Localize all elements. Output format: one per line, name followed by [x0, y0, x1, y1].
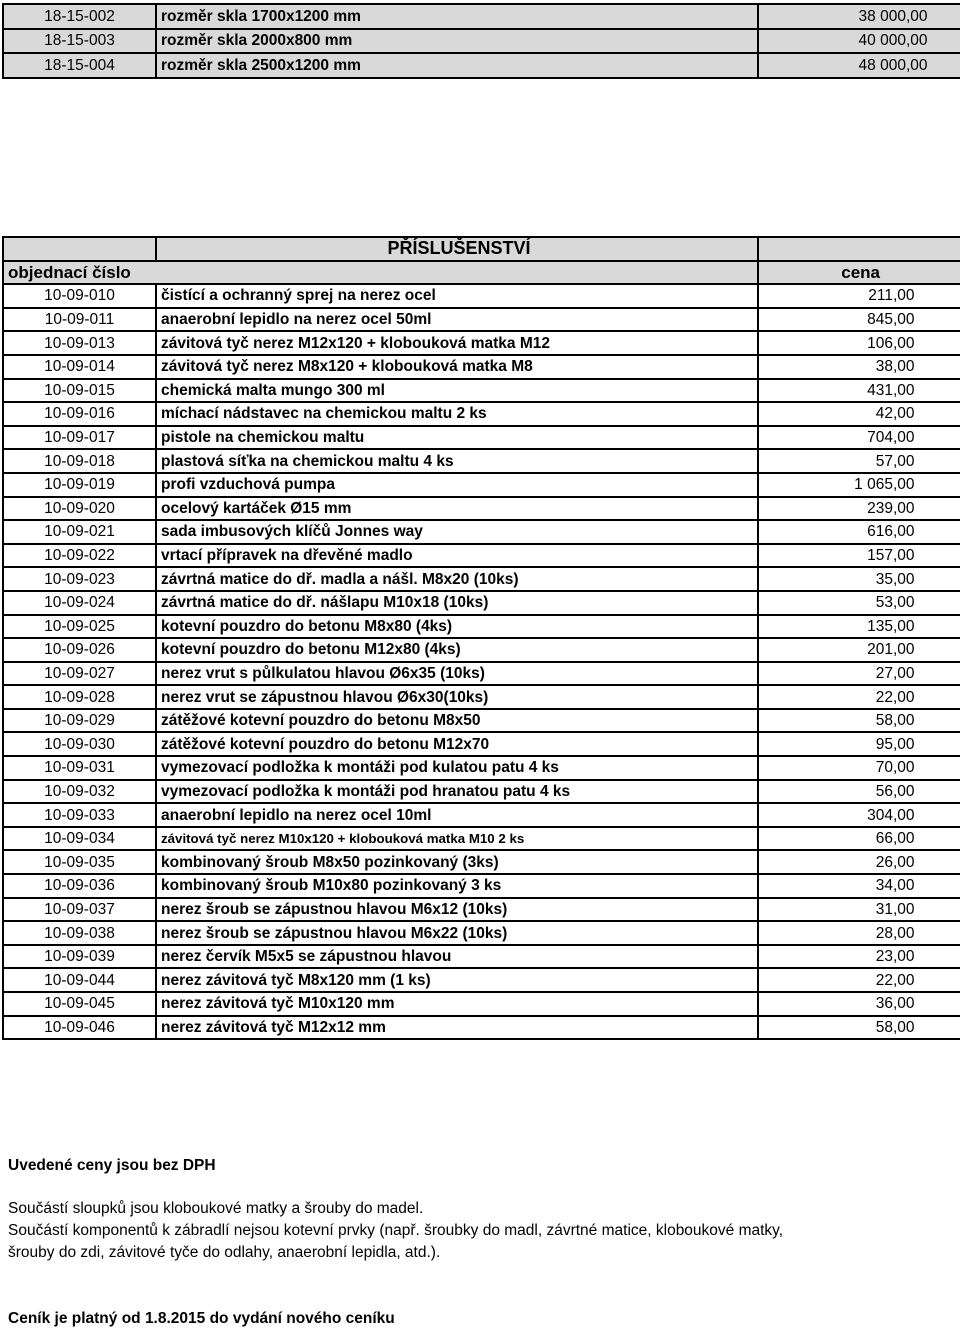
table-row — [3, 331, 960, 355]
price-cell: 23,00 — [875, 948, 915, 966]
price-cell-wrap — [758, 473, 960, 497]
price-cell-wrap — [758, 426, 960, 450]
item-name-cell: plastová síťka na chemickou maltu 4 ks — [156, 449, 758, 473]
item-name-cell: kotevní pouzdro do betonu M12x80 (4ks) — [156, 638, 758, 662]
order-code-cell: 10-09-026 — [3, 638, 156, 662]
price-cell-wrap — [758, 331, 960, 355]
item-name-cell: kombinovaný šroub M10x80 pozinkovaný 3 ks — [156, 874, 758, 898]
price-cell: 95,00 — [875, 735, 915, 753]
order-code-cell: 18-15-003 — [3, 29, 156, 54]
table-row — [3, 308, 960, 332]
price-cell-wrap — [758, 567, 960, 591]
item-name-cell: pistole na chemickou maltu — [156, 426, 758, 450]
price-cell-wrap — [758, 520, 960, 544]
item-name-cell: nerez červík M5x5 se zápustnou hlavou — [156, 945, 758, 969]
table-row — [3, 850, 960, 874]
price-cell: 56,00 — [875, 782, 915, 800]
order-code-cell: 10-09-010 — [3, 284, 156, 308]
item-name-cell: vymezovací podložka k montáži pod hranatou patu 4 ks — [156, 780, 758, 804]
price-cell: 304,00 — [867, 806, 915, 824]
price-cell-wrap — [758, 662, 960, 686]
order-code-cell: 10-09-037 — [3, 898, 156, 922]
price-cell: 211,00 — [868, 287, 915, 305]
price-cell: 58,00 — [875, 1018, 915, 1036]
table-row — [3, 520, 960, 544]
price-cell-wrap — [758, 850, 960, 874]
table-row — [3, 355, 960, 379]
table-row — [3, 638, 960, 662]
order-code-cell: 10-09-023 — [3, 567, 156, 591]
table-row — [3, 945, 960, 969]
order-code-cell: 18-15-004 — [3, 53, 156, 78]
order-code-cell: 10-09-046 — [3, 1016, 156, 1040]
price-cell-wrap — [758, 308, 960, 332]
price-cell: 157,00 — [867, 547, 915, 565]
note-line-1: Součástí sloupků jsou kloboukové matky a šrouby do madel. — [8, 1200, 424, 1217]
price-cell-wrap — [758, 4, 960, 29]
item-name-cell: nerez vrut se zápustnou hlavou Ø6x30(10ks) — [156, 685, 758, 709]
order-code-cell: 10-09-030 — [3, 732, 156, 756]
price-cell-wrap — [758, 921, 960, 945]
item-name-cell: zátěžové kotevní pouzdro do betonu M8x50 — [156, 709, 758, 733]
item-name-cell: závitová tyč nerez M10x120 + klobouková matka M10 2 ks — [156, 827, 758, 851]
price-cell: 36,00 — [875, 995, 915, 1013]
price-cell-wrap — [758, 827, 960, 851]
price-cell-wrap — [758, 780, 960, 804]
price-cell: 57,00 — [875, 452, 915, 470]
order-code-cell: 10-09-025 — [3, 615, 156, 639]
table-row — [3, 803, 960, 827]
table-row — [3, 473, 960, 497]
price-cell: 66,00 — [875, 830, 915, 848]
order-code-cell: 10-09-015 — [3, 379, 156, 403]
order-code-cell: 10-09-027 — [3, 662, 156, 686]
price-cell-wrap — [758, 968, 960, 992]
price-cell-wrap — [758, 402, 960, 426]
item-name-cell: anaerobní lepidlo na nerez ocel 50ml — [156, 308, 758, 332]
order-code-cell: 10-09-017 — [3, 426, 156, 450]
item-name-cell: rozměr skla 1700x1200 mm — [156, 4, 758, 29]
price-cell-wrap — [758, 756, 960, 780]
price-cell: 28,00 — [875, 924, 915, 942]
order-code-cell: 10-09-036 — [3, 874, 156, 898]
table-row — [3, 874, 960, 898]
note-line-3: šrouby do zdi, závitové tyče do odlahy, anaerobní lepidla, atd.). — [8, 1244, 441, 1261]
table-row — [3, 591, 960, 615]
order-code-cell: 10-09-013 — [3, 331, 156, 355]
table-row — [3, 379, 960, 403]
price-cell: 845,00 — [867, 311, 915, 329]
table-row — [3, 615, 960, 639]
order-code-cell: 10-09-038 — [3, 921, 156, 945]
table-row — [3, 4, 960, 29]
item-name-cell: nerez vrut s půlkulatou hlavou Ø6x35 (10ks) — [156, 662, 758, 686]
price-cell-wrap — [758, 992, 960, 1016]
price-cell-wrap — [758, 544, 960, 568]
table-row — [3, 898, 960, 922]
order-code-cell: 10-09-044 — [3, 968, 156, 992]
item-name-cell: anaerobní lepidlo na nerez ocel 10ml — [156, 803, 758, 827]
price-cell: 239,00 — [867, 499, 915, 517]
table-row — [3, 29, 960, 54]
table-row — [3, 992, 960, 1016]
price-cell: 34,00 — [875, 877, 915, 895]
price-cell-wrap — [758, 497, 960, 521]
price-cell: 26,00 — [875, 853, 915, 871]
order-code-cell: 10-09-014 — [3, 355, 156, 379]
price-cell-wrap — [758, 709, 960, 733]
item-name-cell: závitová tyč nerez M8x120 + klobouková matka M8 — [156, 355, 758, 379]
price-cell: 431,00 — [867, 381, 915, 399]
table-row — [3, 426, 960, 450]
table-row — [3, 732, 960, 756]
order-code-cell: 10-09-011 — [3, 308, 156, 332]
order-code-cell: 10-09-032 — [3, 780, 156, 804]
item-name-cell: rozměr skla 2000x800 mm — [156, 29, 758, 54]
table-row — [3, 402, 960, 426]
validity-note: Ceník je platný od 1.8.2015 do vydání nového ceníku — [8, 1310, 395, 1327]
table-row — [3, 1016, 960, 1040]
item-name-cell: zátěžové kotevní pouzdro do betonu M12x70 — [156, 732, 758, 756]
price-cell: 27,00 — [875, 664, 915, 682]
price-cell-wrap — [758, 591, 960, 615]
item-name-cell: vymezovací podložka k montáži pod kulatou patu 4 ks — [156, 756, 758, 780]
price-cell-wrap — [758, 1016, 960, 1040]
item-name-cell: nerez závitová tyč M10x120 mm — [156, 992, 758, 1016]
item-name-cell: závrtná matice do dř. madla a nášl. M8x20 (10ks) — [156, 567, 758, 591]
order-code-cell: 10-09-029 — [3, 709, 156, 733]
item-name-cell: kombinovaný šroub M8x50 pozinkovaný (3ks) — [156, 850, 758, 874]
price-cell-wrap — [758, 803, 960, 827]
price-cell: 53,00 — [875, 594, 915, 612]
order-code-cell: 10-09-031 — [3, 756, 156, 780]
price-cell-wrap — [758, 355, 960, 379]
price-cell: 35,00 — [875, 570, 915, 588]
header-empty-cell — [758, 237, 960, 261]
price-cell: 616,00 — [867, 523, 915, 541]
order-code-cell: 10-09-019 — [3, 473, 156, 497]
table-row — [3, 662, 960, 686]
price-cell-wrap — [758, 945, 960, 969]
order-code-cell: 10-09-039 — [3, 945, 156, 969]
price-cell: 42,00 — [875, 405, 915, 423]
glass-price-table — [2, 3, 960, 79]
item-name-cell: nerez závitová tyč M8x120 mm (1 ks) — [156, 968, 758, 992]
item-name-cell: nerez šroub se zápustnou hlavou M6x12 (10ks) — [156, 898, 758, 922]
column-header-row — [3, 261, 960, 285]
order-code-cell: 10-09-033 — [3, 803, 156, 827]
table-row — [3, 544, 960, 568]
table-row — [3, 756, 960, 780]
price-cell: 31,00 — [875, 900, 915, 918]
price-cell-wrap — [758, 615, 960, 639]
price-cell-wrap — [758, 685, 960, 709]
order-code-cell: 10-09-020 — [3, 497, 156, 521]
item-name-cell: profi vzduchová pumpa — [156, 473, 758, 497]
item-name-cell: míchací nádstavec na chemickou maltu 2 ks — [156, 402, 758, 426]
price-cell: 135,00 — [867, 617, 915, 635]
table-row — [3, 780, 960, 804]
price-cell: 22,00 — [875, 688, 915, 706]
order-code-cell: 10-09-022 — [3, 544, 156, 568]
price-cell-wrap — [758, 379, 960, 403]
order-number-header: objednací číslo — [3, 261, 758, 285]
accessories-title-row — [3, 237, 960, 261]
table-row — [3, 284, 960, 308]
price-cell-wrap — [758, 874, 960, 898]
price-cell: 58,00 — [875, 712, 915, 730]
table-row — [3, 827, 960, 851]
table-row — [3, 567, 960, 591]
table-row — [3, 709, 960, 733]
table-row — [3, 921, 960, 945]
accessories-title: PŘÍSLUŠENSTVÍ — [156, 237, 758, 261]
price-cell-wrap — [758, 732, 960, 756]
item-name-cell: nerez závitová tyč M12x12 mm — [156, 1016, 758, 1040]
item-name-cell: vrtací přípravek na dřevěné madlo — [156, 544, 758, 568]
order-code-cell: 10-09-028 — [3, 685, 156, 709]
item-name-cell: chemická malta mungo 300 ml — [156, 379, 758, 403]
order-code-cell: 10-09-021 — [3, 520, 156, 544]
price-cell-wrap — [758, 53, 960, 78]
order-code-cell: 10-09-016 — [3, 402, 156, 426]
price-cell-wrap — [758, 898, 960, 922]
item-name-cell: nerez šroub se zápustnou hlavou M6x22 (10ks) — [156, 921, 758, 945]
price-cell: 201,00 — [867, 641, 915, 659]
price-cell: 1 065,00 — [854, 476, 915, 494]
item-name-cell: závitová tyč nerez M12x120 + klobouková matka M12 — [156, 331, 758, 355]
price-cell: 40 000,00 — [858, 32, 928, 50]
order-code-cell: 10-09-034 — [3, 827, 156, 851]
item-name-cell: sada imbusových klíčů Jonnes way — [156, 520, 758, 544]
order-code-cell: 10-09-024 — [3, 591, 156, 615]
note-line-2: Součástí komponentů k zábradlí nejsou kotevní prvky (např. šroubky do madl, závrtné matice, kloboukové matky, — [8, 1222, 784, 1239]
price-cell: 106,00 — [867, 334, 915, 352]
price-cell: 70,00 — [875, 759, 915, 777]
order-code-cell: 10-09-035 — [3, 850, 156, 874]
price-header: cena — [758, 261, 960, 285]
order-code-cell: 10-09-018 — [3, 449, 156, 473]
table-row — [3, 449, 960, 473]
vat-note: Uvedené ceny jsou bez DPH — [8, 1157, 216, 1174]
price-cell-wrap — [758, 284, 960, 308]
price-cell: 38,00 — [875, 358, 915, 376]
table-row — [3, 968, 960, 992]
item-name-cell: rozměr skla 2500x1200 mm — [156, 53, 758, 78]
table-row — [3, 53, 960, 78]
item-name-cell: ocelový kartáček Ø15 mm — [156, 497, 758, 521]
price-cell-wrap — [758, 29, 960, 54]
price-cell: 48 000,00 — [858, 56, 928, 74]
table-row — [3, 685, 960, 709]
accessories-table — [2, 236, 960, 1040]
price-cell-wrap — [758, 449, 960, 473]
price-cell: 38 000,00 — [858, 7, 928, 25]
price-cell: 22,00 — [875, 971, 915, 989]
order-code-cell: 18-15-002 — [3, 4, 156, 29]
price-cell: 704,00 — [867, 429, 915, 447]
header-empty-cell — [3, 237, 156, 261]
item-name-cell: kotevní pouzdro do betonu M8x80 (4ks) — [156, 615, 758, 639]
item-name-cell: čistící a ochranný sprej na nerez ocel — [156, 284, 758, 308]
table-row — [3, 497, 960, 521]
order-code-cell: 10-09-045 — [3, 992, 156, 1016]
price-cell-wrap — [758, 638, 960, 662]
item-name-cell: závrtná matice do dř. nášlapu M10x18 (10ks) — [156, 591, 758, 615]
